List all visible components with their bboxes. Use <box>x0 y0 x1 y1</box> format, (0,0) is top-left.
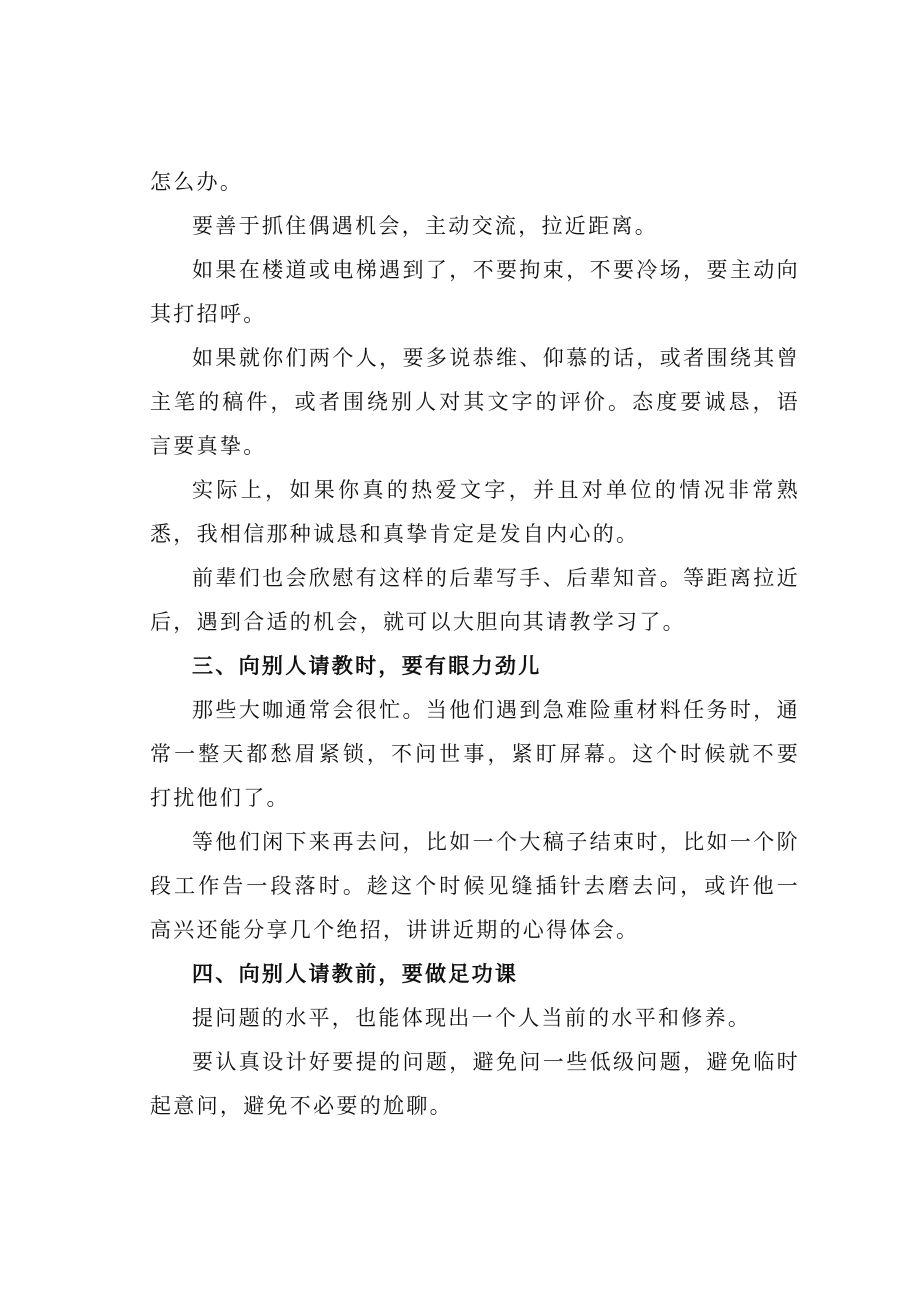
paragraph: 要善于抓住偶遇机会，主动交流，拉近距离。 <box>192 214 658 238</box>
paragraph: 等他们闲下来再去问，比如一个大稿子结束时，比如一个阶段工作告一段落时。趁这个时候见缝插针去磨去问，或许他一高兴还能分享几个绝招，讲讲近期的心得体会。 <box>150 830 800 942</box>
paragraph: 如果在楼道或电梯遇到了，不要拘束，不要冷场，要主动向其打招呼。 <box>150 258 800 326</box>
paragraph: 如果就你们两个人，要多说恭维、仰慕的话，或者围绕其曾主笔的稿件，或者围绕别人对其文字的评价。态度要诚恳，语言要真挚。 <box>150 346 800 458</box>
paragraph: 前辈们也会欣慰有这样的后辈写手、后辈知音。等距离拉近后，遇到合适的机会，就可以大胆向其请教学习了。 <box>150 566 800 634</box>
section-heading: 三、向别人请教时，要有眼力劲儿 <box>192 654 542 678</box>
paragraph: 要认真设计好要提的问题，避免问一些低级问题，避免临时起意问，避免不必要的尬聊。 <box>150 1050 800 1118</box>
paragraph: 实际上，如果你真的热爱文字，并且对单位的情况非常熟悉，我相信那种诚恳和真挚肯定是发自内心的。 <box>150 478 800 546</box>
paragraph: 提问题的水平，也能体现出一个人当前的水平和修养。 <box>192 1006 752 1030</box>
paragraph: 怎么办。 <box>150 170 244 194</box>
document-page <box>150 160 800 1128</box>
section-heading: 四、向别人请教前，要做足功课 <box>192 962 519 986</box>
paragraph: 那些大咖通常会很忙。当他们遇到急难险重材料任务时，通常一整天都愁眉紧锁，不问世事，紧盯屏幕。这个时候就不要打扰他们了。 <box>150 698 800 810</box>
